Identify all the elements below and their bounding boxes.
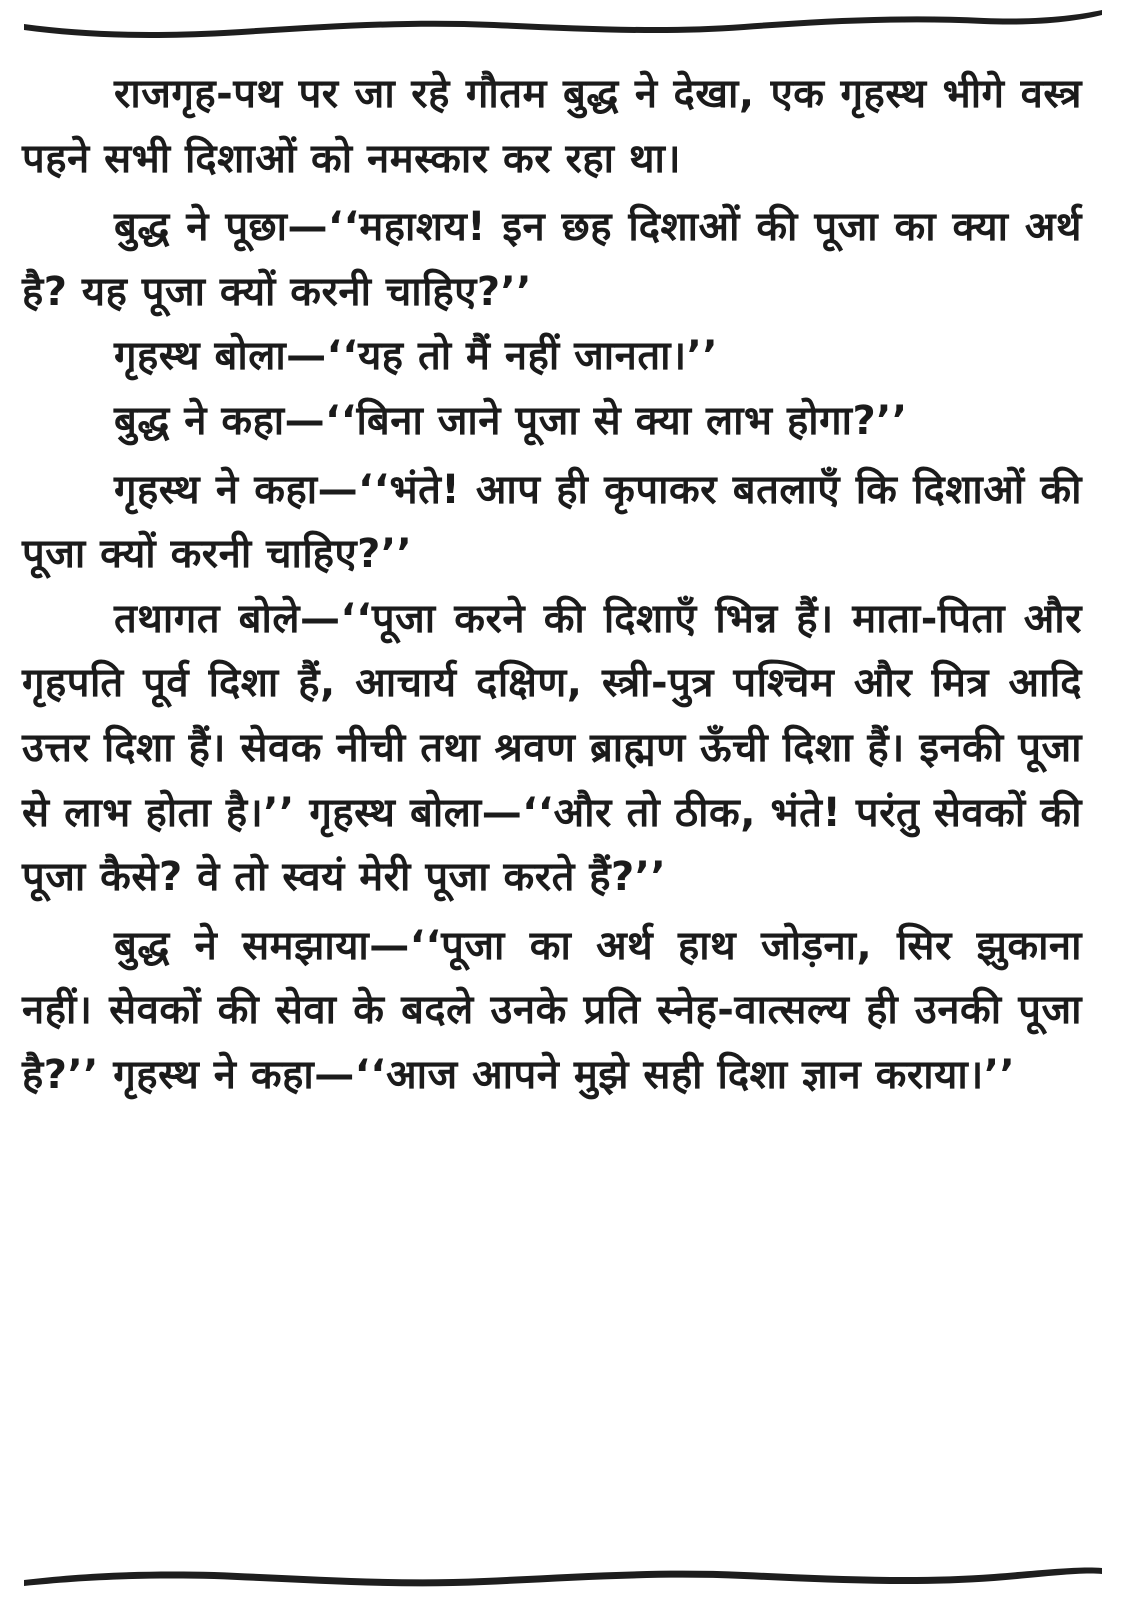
paragraph: गृहस्थ बोला—‘‘यह तो मैं नहीं जानता।’’ [114,333,719,380]
paragraph: बुद्ध ने समझाया—‘‘पूजा का अर्थ हाथ जोड़ना, सिर झुकाना नहीं। सेवकों की सेवा के बदले उनके प्रति स्नेह-वात्सल्य ही उनकी पूजा है?’’ गृहस्थ ने कहा—‘‘आज आपने मुझे सही दिशा ज्ञान कराया।’’ [22,922,1082,1098]
top-wavy-divider [24,0,1102,40]
paragraph: बुद्ध ने कहा—‘‘बिना जाने पूजा से क्या लाभ होगा?’’ [114,397,908,444]
story-text [22,62,1082,1108]
paragraph: तथागत बोले—‘‘पूजा करने की दिशाएँ भिन्न हैं। माता-पिता और गृहपति पूर्व दिशा हैं, आचार्य दक्षिण, स्त्री-पुत्र पश्चिम और मित्र आदि उत्तर दिशा हैं। सेवक नीची तथा श्रवण ब्राह्मण ऊँची दिशा हैं। इनकी पूजा से लाभ होता है।’’ गृहस्थ बोला—‘‘और तो ठीक, भंते! परंतु सेवकों की पूजा कैसे? वे तो स्वयं मेरी पूजा करते हैं?’’ [22,595,1082,901]
paragraph: बुद्ध ने पूछा—‘‘महाशय! इन छह दिशाओं की पूजा का क्या अर्थ है? यह पूजा क्यों करनी चाहिए?’’ [22,204,1082,315]
paragraph: राजगृह-पथ पर जा रहे गौतम बुद्ध ने देखा, एक गृहस्थ भीगे वस्त्र पहने सभी दिशाओं को नमस्कार कर रहा था। [22,71,1082,182]
bottom-wavy-divider [24,1552,1102,1592]
paragraph: गृहस्थ ने कहा—‘‘भंते! आप ही कृपाकर बतलाएँ कि दिशाओं की पूजा क्यों करनी चाहिए?’’ [22,466,1082,578]
